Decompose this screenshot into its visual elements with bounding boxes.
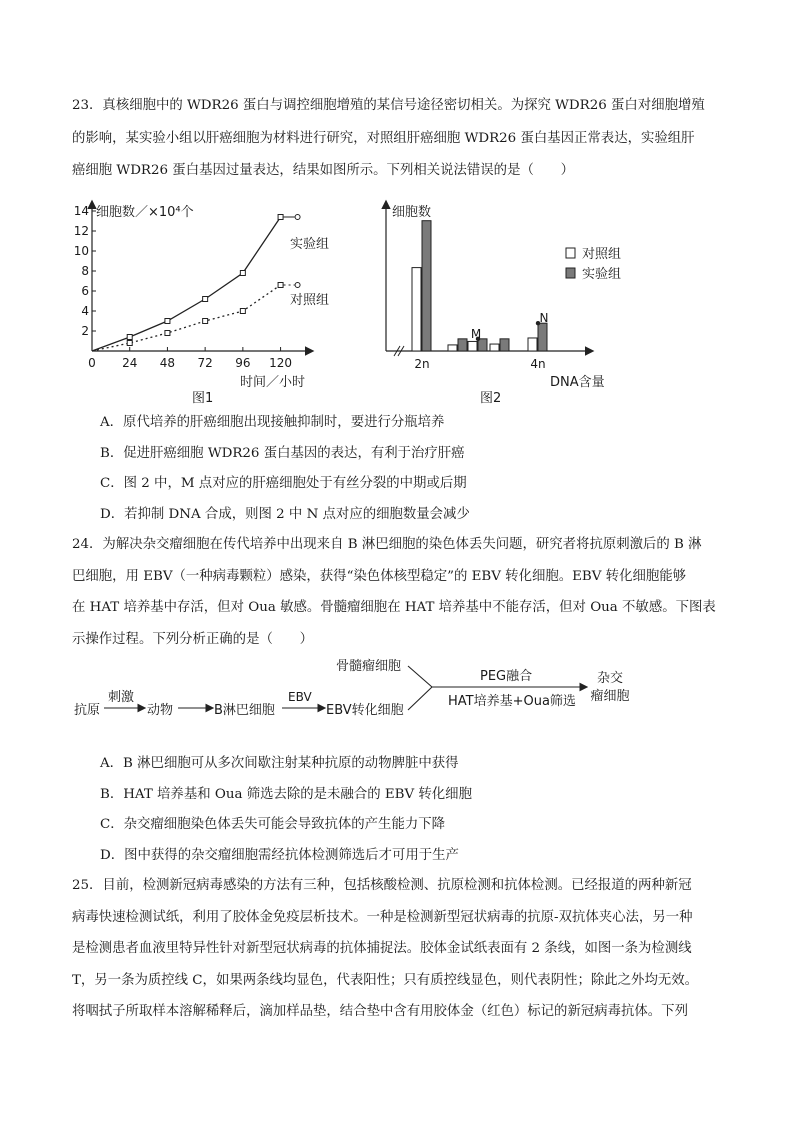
data-point (165, 319, 170, 324)
y-tick-label: 10 (73, 244, 89, 258)
option-c: C．杂交瘤细胞染色体丢失可能会导致抗体的产生能力下降 (100, 817, 446, 832)
bracket-top (408, 666, 432, 687)
animal-label: 动物 (147, 703, 174, 718)
ebv-cell-label: EBV转化细胞 (326, 703, 404, 718)
q23-stem-line: 癌细胞 WDR26 蛋白基因过量表达，结果如图所示。下列相关说法错误的是（ ） (72, 163, 575, 178)
x-tick-label: 48 (159, 356, 176, 370)
hat-oua-label: HAT培养基+Oua筛选 (448, 694, 576, 709)
bar (412, 268, 421, 351)
data-point (203, 297, 208, 302)
figure-2-caption: 图2 (480, 391, 502, 406)
b-cell-label: B淋巴细胞 (214, 703, 275, 718)
q25-stem-line: 25．目前，检测新冠病毒感染的方法有三种，包括核酸检测、抗原检测和抗体检测。已经报道的两种新冠 (72, 878, 692, 893)
bar (538, 323, 547, 351)
series-leader-marker (295, 215, 300, 220)
y-ticks (74, 204, 96, 338)
data-point (278, 283, 283, 288)
bar (422, 221, 431, 351)
q25-stem-line: 病毒快速检测试纸，利用了胶体金免疫层析技术。一种是检测新型冠状病毒的抗原-双抗体夹心法，另一种 (72, 910, 693, 925)
option-b: B．促进肝癌细胞 WDR26 蛋白基因的表达，有利于治疗肝癌 (100, 446, 465, 461)
q25-stem-line: 将咽拭子所取样本溶解稀释后，滴加样品垫，结合垫中含有用胶体金（红色）标记的新冠病毒抗体。下列 (72, 1004, 688, 1019)
bar (490, 344, 499, 351)
bar (448, 345, 457, 351)
y-tick-label: 4 (81, 304, 89, 318)
data-point (240, 309, 245, 314)
series-label-control: 对照组 (290, 293, 330, 308)
q23-stem-line: 的影响，某实验小组以肝癌细胞为材料进行研究，对照组肝癌细胞 WDR26 蛋白基因正常表达，实验组肝 (72, 131, 695, 146)
stimulate-label: 刺激 (108, 690, 135, 705)
y-tick-label: 2 (81, 324, 89, 338)
data-point (127, 341, 132, 346)
series-lines (92, 215, 300, 352)
myeloma-label: 骨髓瘤细胞 (336, 659, 402, 674)
data-point (278, 215, 283, 220)
data-point (127, 335, 132, 340)
x-axis-label: DNA含量 (550, 375, 605, 390)
data-point (165, 331, 170, 336)
bar (458, 339, 467, 351)
q23-stem-line: 23．真核细胞中的 WDR26 蛋白与调控细胞增殖的某信号途径密切相关。为探究 WDR26 蛋白对细胞增殖 (72, 98, 705, 113)
legend-label-experimental: 实验组 (582, 267, 622, 282)
x-tick-label: 24 (122, 356, 138, 370)
hybridoma-label-2: 瘤细胞 (590, 689, 630, 704)
q25-stem-line: 是检测患者血液里特异性针对新型冠状病毒的抗体捕捉法。胶体金试纸表面有 2 条线，如图一条为检测线 (72, 941, 692, 956)
option-a: A．B 淋巴细胞可从多次间歇注射某种抗原的动物脾脏中获得 (100, 756, 459, 771)
q24-stem-line: 示操作过程。下列分析正确的是（ ） (72, 632, 314, 647)
series-label-experimental: 实验组 (290, 237, 330, 252)
ebv-label: EBV (288, 690, 312, 704)
option-a: A．原代培养的肝癌细胞出现接触抑制时，要进行分瓶培养 (100, 415, 445, 430)
x-tick-label: 72 (197, 356, 213, 370)
hybridoma-label-1: 杂交 (596, 671, 624, 686)
bracket-bottom (408, 687, 432, 710)
q24-stem-line: 在 HAT 培养基中存活，但对 Oua 敏感。骨髓瘤细胞在 HAT 培养基中不能存活，但对 Oua 不敏感。下图表 (72, 600, 716, 615)
option-d: D．图中获得的杂交瘤细胞需经抗体检测筛选后才可用于生产 (100, 848, 459, 863)
x-tick-label: 120 (269, 356, 293, 370)
x-tick-label: 0 (88, 356, 96, 370)
option-b: B．HAT 培养基和 Oua 筛选去除的是未融合的 EBV 转化细胞 (100, 787, 472, 802)
y-axis-label: 细胞数 (392, 205, 432, 220)
y-tick-label: 8 (81, 264, 89, 278)
q24-stem-line: 巴细胞，用 EBV（一种病毒颗粒）感染，获得“染色体核型稳定”的 EBV 转化细胞。EBV 转化细胞能够 (72, 569, 687, 584)
x-tick-label: 96 (235, 356, 251, 370)
q24-stem-line: 24．为解决杂交瘤细胞在传代培养中出现来自 B 淋巴细胞的染色体丢失问题，研究者将抗原刺激后的 B 淋 (72, 537, 702, 552)
figure-1-caption: 图1 (192, 391, 214, 406)
series-line (92, 217, 281, 351)
marker-n-label: N (539, 311, 549, 325)
y-tick-label: 6 (81, 284, 89, 298)
legend-swatch-control (566, 248, 575, 258)
data-point (240, 271, 245, 276)
bar (468, 341, 477, 351)
y-tick-label: 14 (73, 204, 89, 218)
option-c: C．图 2 中，M 点对应的肝癌细胞处于有丝分裂的中期或后期 (100, 476, 467, 491)
figure-1-line-chart (73, 196, 350, 410)
y-tick-label: 12 (73, 224, 89, 238)
figure-2-bar-chart (370, 196, 660, 410)
bar (528, 338, 537, 351)
option-d: D．若抑制 DNA 合成，则图 2 中 N 点对应的细胞数量会减少 (100, 507, 470, 522)
bar (500, 339, 509, 351)
legend-swatch-experimental (566, 268, 575, 278)
x-tick-label-2n: 2n (414, 357, 430, 371)
antigen-label: 抗原 (74, 703, 101, 718)
procedure-flow-diagram (70, 654, 670, 728)
marker-m-label: M (470, 327, 482, 341)
q25-stem-line: T，另一条为质控线 C，如果两条线均显色，代表阳性；只有质控线显色，则代表阴性；除此之外均无效。 (72, 973, 699, 988)
series-leader-marker (295, 283, 300, 288)
data-point (203, 319, 208, 324)
peg-fusion-label: PEG融合 (480, 669, 533, 684)
x-axis-label: 时间／小时 (240, 375, 306, 390)
legend-label-control: 对照组 (582, 247, 622, 262)
y-axis-label: 细胞数／×10⁴个 (96, 205, 194, 220)
x-tick-label-4n: 4n (530, 357, 546, 371)
